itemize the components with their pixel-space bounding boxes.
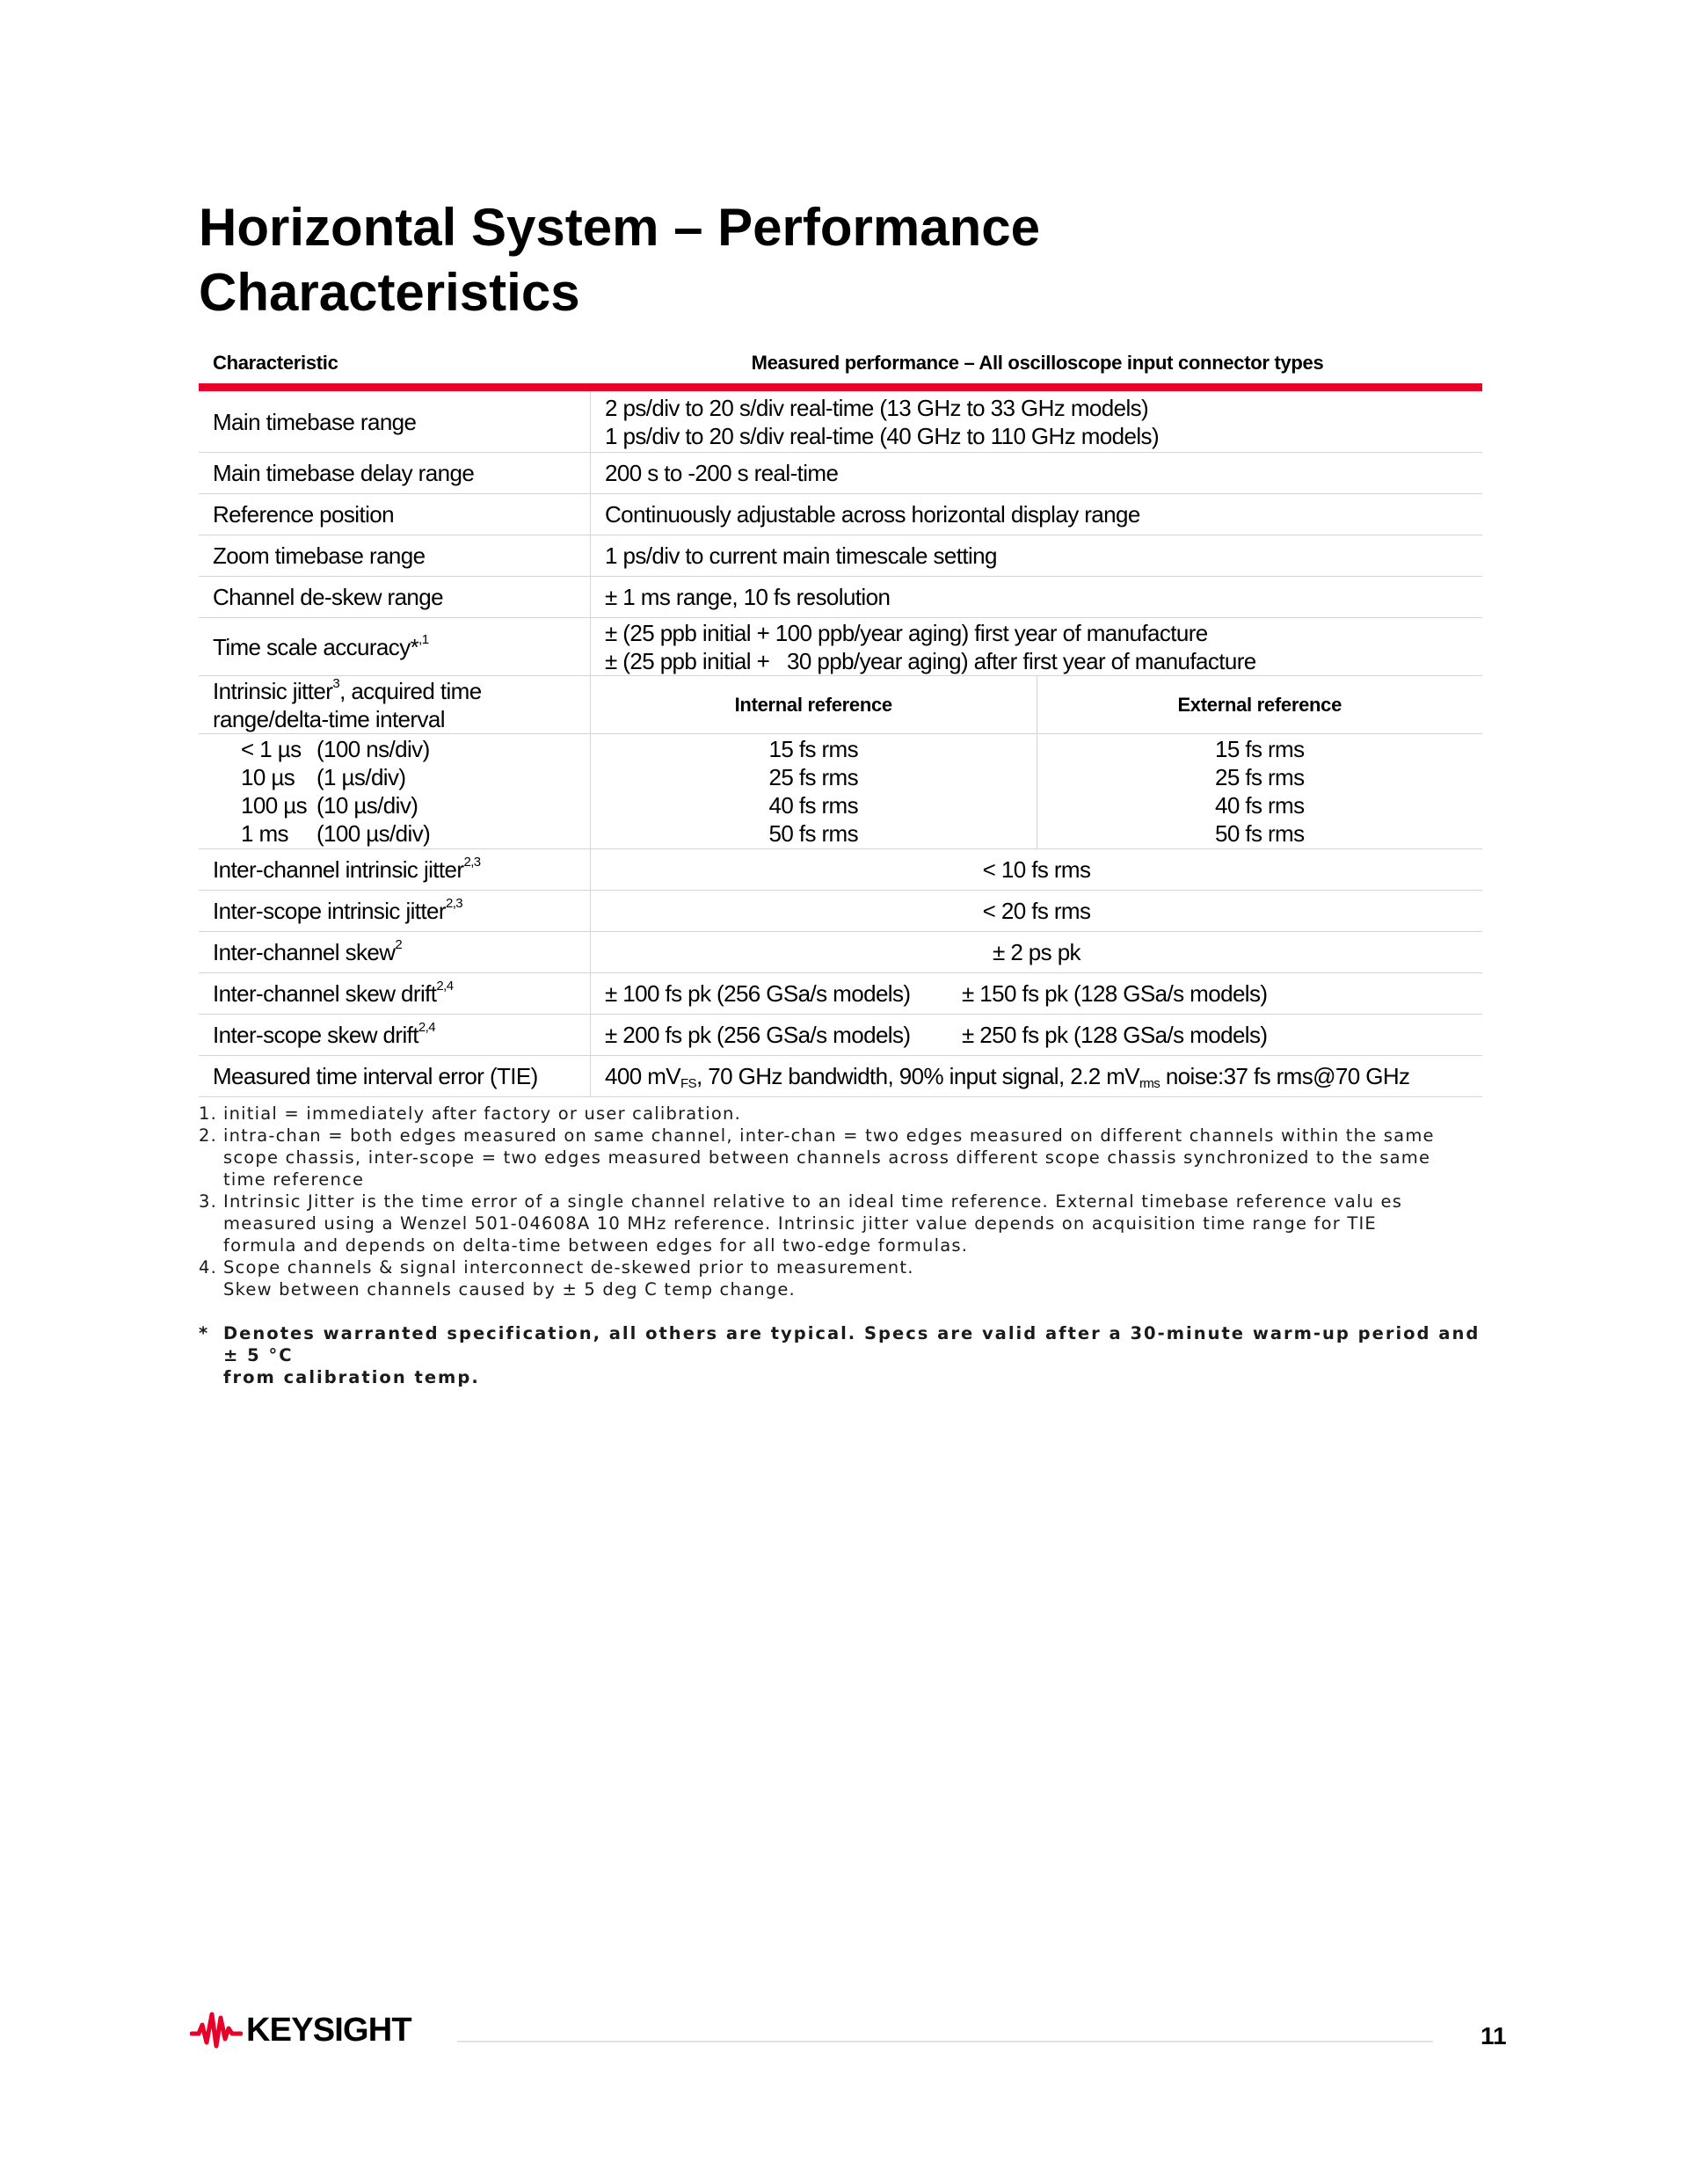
row-label: Inter-channel intrinsic jitter$^{2,3}$ <box>199 849 591 890</box>
list-item: 10 µs (1 µs/div) <box>241 764 406 790</box>
row-label: Intrinsic jitter$^3$, acquired time range/delta-time interval <box>199 676 591 733</box>
row-value: ± (25 ppb initial + 100 ppb/year aging) first year of manufacture ± (25 ppb initial + 30 ppb/year aging) after first year of manufacture <box>605 619 1256 674</box>
row-value: ± 200 fs pk (256 GSa/s models) ± 250 fs pk (128 GSa/s models) <box>605 1022 1268 1048</box>
row-label: Main timebase delay range <box>199 453 591 493</box>
table-row <box>199 932 1482 973</box>
table-row <box>199 891 1482 932</box>
row-label: Inter-channel skew$^2$ <box>199 932 591 972</box>
list-item: 100 µs (10 µs/div) <box>241 792 418 819</box>
footnote-ref: 2,3 <box>445 896 463 912</box>
row-label: Zoom timebase range <box>199 535 591 576</box>
row-value: 400 $mV_{FS}$, 70 GHz bandwidth, 90% input signal, 2.2 $mV_{rms}$ noise:37 fs rms@70 GHz <box>605 1063 1410 1091</box>
row-value: Continuously adjustable across horizontal display range <box>605 501 1140 528</box>
footnote: 1. initial = immediately after factory or user calibration. <box>199 1103 741 1124</box>
table-row <box>199 1015 1482 1056</box>
footnote-ref: 2,3 <box>463 855 481 870</box>
logo-wordmark: KEYSIGHT <box>246 2011 411 2049</box>
table-row <box>199 577 1482 618</box>
table-row <box>199 973 1482 1015</box>
table-row <box>199 676 1482 734</box>
internal-reference-header: Internal reference <box>734 693 892 716</box>
footnote: 3. Intrinsic Jitter is the time error of a single channel relative to an ideal time reference. External timebase reference valu es measured using a Wenzel 501-04608A 10 MHz reference. Intrinsic jitter value depends on acquisition time range for TIE formula and depends on delta-time between edges for all two-edge formulas. <box>199 1191 1403 1256</box>
table-row <box>199 1056 1482 1097</box>
header-performance: Measured performance – All oscilloscope input connector types <box>751 352 1324 374</box>
external-reference-header: External reference <box>1177 693 1342 716</box>
internal-reference-values: 15 fs rms 25 fs rms 40 fs rms 50 fs rms <box>591 734 1037 848</box>
row-value: 2 ps/div to 20 s/div real-time (13 GHz to 33 GHz models) 1 ps/div to 20 s/div real-time (40 GHz to 110 GHz models) <box>605 394 1160 449</box>
jitter-intervals <box>199 734 591 848</box>
row-label: Main timebase range <box>199 391 591 452</box>
table-row <box>199 734 1482 849</box>
row-label: Channel de-skew range <box>199 577 591 617</box>
footnote: 4. Scope channels & signal interconnect de-skewed prior to measurement. Skew between channels caused by ± 5 deg C temp change. <box>199 1257 914 1299</box>
page-title: Horizontal System – Performance Characteristics <box>199 198 1040 322</box>
row-value: < 10 fs rms <box>982 856 1091 883</box>
row-label: Reference position <box>199 494 591 535</box>
row-value: 200 s to -200 s real-time <box>605 460 839 486</box>
row-value: 1 ps/div to current main timescale setting <box>605 542 997 569</box>
list-item: < 1 µs (100 ns/div) <box>241 736 430 762</box>
footnote-ref: 3 <box>332 675 340 691</box>
page-number: 11 <box>1481 2022 1507 2049</box>
row-value: ± 100 fs pk (256 GSa/s models) ± 150 fs pk (128 GSa/s models) <box>605 980 1268 1007</box>
keysight-wave-icon <box>190 2011 243 2049</box>
list-item: 1 ms (100 µs/div) <box>241 820 431 847</box>
row-value: ± 2 ps pk <box>993 939 1080 965</box>
jitter-subheader <box>591 676 1482 733</box>
row-label: Inter-scope intrinsic jitter$^{2,3}$ <box>199 891 591 931</box>
footer-divider <box>457 2041 1433 2042</box>
footnote-ref: ,1 <box>418 631 429 647</box>
row-label: Inter-channel skew drift$^{2,4}$ <box>199 973 591 1014</box>
row-label: Measured time interval error (TIE) <box>199 1056 591 1096</box>
row-label: Inter-scope skew drift$^{2,4}$ <box>199 1015 591 1055</box>
table-row <box>199 391 1482 453</box>
row-value: < 20 fs rms <box>982 898 1091 924</box>
horizontal-performance-table <box>199 346 1482 1097</box>
table-row <box>199 494 1482 535</box>
table-row <box>199 535 1482 577</box>
footnote-ref: 2,4 <box>436 979 454 994</box>
row-value: ± 1 ms range, 10 fs resolution <box>605 584 891 610</box>
header-characteristic: Characteristic <box>213 352 338 374</box>
footnote-ref: 2 <box>395 937 403 953</box>
warranted-spec-note: * Denotes warranted specification, all others are typical. Specs are valid after a 30-minute warm-up period and ± 5 °C from calibration temp. <box>199 1323 1481 1387</box>
table-row <box>199 849 1482 891</box>
row-label: Time scale accuracy*$^{,1}$ <box>199 618 591 675</box>
keysight-logo <box>190 2011 411 2049</box>
external-reference-values: 15 fs rms 25 fs rms 40 fs rms 50 fs rms <box>1214 736 1305 847</box>
table-header <box>199 346 1482 391</box>
footnote-ref: 2,4 <box>418 1020 435 1036</box>
logo-wave <box>192 2014 241 2046</box>
table-row <box>199 453 1482 494</box>
footnote: 2. intra-chan = both edges measured on same channel, inter-chan = two edges measured on different channels within the same scope chassis, inter-scope = two edges measured between channels across different scope chassis synchronized to the same time reference <box>199 1125 1435 1190</box>
table-row <box>199 618 1482 676</box>
footnotes <box>199 1103 1482 1388</box>
